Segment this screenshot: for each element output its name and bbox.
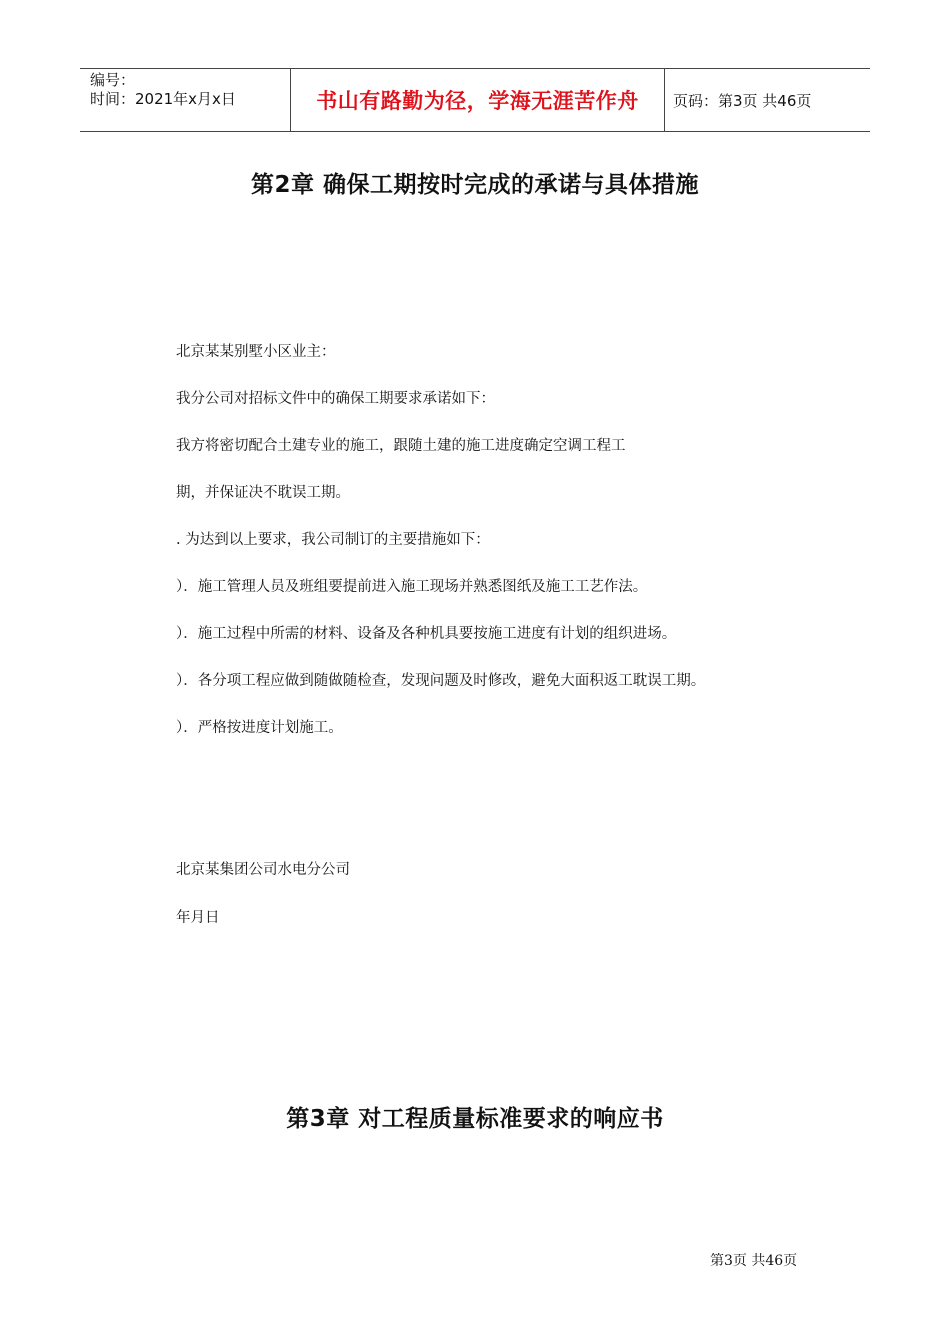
measure-item: ）．施工管理人员及班组要提前进入施工现场并熟悉图纸及施工工艺作法。 bbox=[176, 579, 648, 595]
header-motto: 书山有路勤为径，学海无涯苦作舟 bbox=[291, 69, 665, 131]
signature-company: 北京某集团公司水电分公司 bbox=[176, 862, 350, 878]
body-line: 我方将密切配合土建专业的施工，跟随土建的施工进度确定空调工程工 bbox=[176, 438, 626, 454]
header-meta bbox=[80, 69, 291, 131]
body-line: 我分公司对招标文件中的确保工期要求承诺如下： bbox=[176, 391, 495, 407]
measure-item: ）．各分项工程应做到随做随检查，发现问题及时修改，避免大面积返工耽误工期。 bbox=[176, 673, 706, 689]
page-footer: 第3页 共46页 bbox=[710, 1253, 798, 1269]
body-line: . 为达到以上要求，我公司制订的主要措施如下： bbox=[176, 532, 490, 548]
signature-date: 年月日 bbox=[176, 910, 220, 926]
page-header bbox=[80, 68, 870, 132]
measure-item: ）．严格按进度计划施工。 bbox=[176, 720, 343, 736]
body-line: 期，并保证决不耽误工期。 bbox=[176, 485, 350, 501]
chapter-2-title: 第2章 确保工期按时完成的承诺与具体措施 bbox=[250, 172, 699, 198]
measure-item: ）．施工过程中所需的材料、设备及各种机具要按施工进度有计划的组织进场。 bbox=[176, 626, 677, 642]
document-number-label: 编号： bbox=[90, 71, 136, 89]
body-line: 北京某某别墅小区业主： bbox=[176, 344, 336, 360]
chapter-3-title: 第3章 对工程质量标准要求的响应书 bbox=[286, 1106, 664, 1132]
document-time-label: 时间：2021年x月x日 bbox=[90, 90, 236, 108]
header-page-info: 页码：第3页 共46页 bbox=[673, 91, 812, 110]
